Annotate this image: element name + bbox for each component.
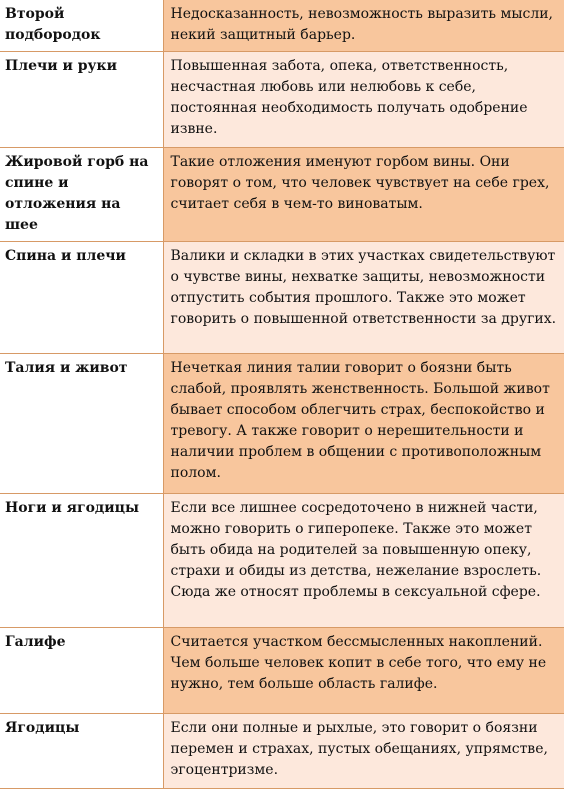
zone-description: Валики и складки в этих участках свидетельствуют о чувстве вины, нехватке защиты, невозможности отпустить события прошлого. Также это может говорить о повышенной ответственности за других. [163,242,564,354]
table-row [0,494,564,628]
zone-term: Спина и плечи [0,242,163,354]
zone-description: Если они полные и рыхлые, это говорит о боязни перемен и страхах, пустых обещаниях, упрямстве, эгоцентризме. [163,714,564,789]
zone-term: Ноги и ягодицы [0,494,163,628]
table-row [0,148,564,242]
table-row [0,52,564,148]
zone-term: Второй подбородок [0,0,163,52]
table-row [0,354,564,494]
zone-term: Жировой горб на спине и отложения на шее [0,148,163,242]
zone-description: Нечеткая линия талии говорит о боязни быть слабой, проявлять женственность. Большой живот бывает способом облегчить страх, беспокойство и тревогу. А также говорит о нерешительности и наличии проблем в общении с противоположным полом. [163,354,564,494]
table-row [0,0,564,52]
zone-term: Плечи и руки [0,52,163,148]
zone-description: Такие отложения именуют горбом вины. Они говорят о том, что человек чувствует на себе грех, считает себя в чем-то виноватым. [163,148,564,242]
zone-description: Недосказанность, невозможность выразить мысли, некий защитный барьер. [163,0,564,52]
table-row [0,714,564,789]
zone-term: Ягодицы [0,714,163,789]
table-row [0,242,564,354]
zone-description: Считается участком бессмысленных накоплений. Чем больше человек копит в себе того, что ему не нужно, тем больше область галифе. [163,628,564,714]
zone-term: Талия и живот [0,354,163,494]
zone-term: Галифе [0,628,163,714]
zone-description: Если все лишнее сосредоточено в нижней части, можно говорить о гиперопеке. Также это может быть обида на родителей за повышенную опеку, страхи и обиды из детства, нежелание взрослеть. Сюда же относят проблемы в сексуальной сфере. [163,494,564,628]
table-row [0,628,564,714]
zone-description: Повышенная забота, опека, ответственность, несчастная любовь или нелюбовь к себе, постоянная необходимость получать одобрение извне. [163,52,564,148]
